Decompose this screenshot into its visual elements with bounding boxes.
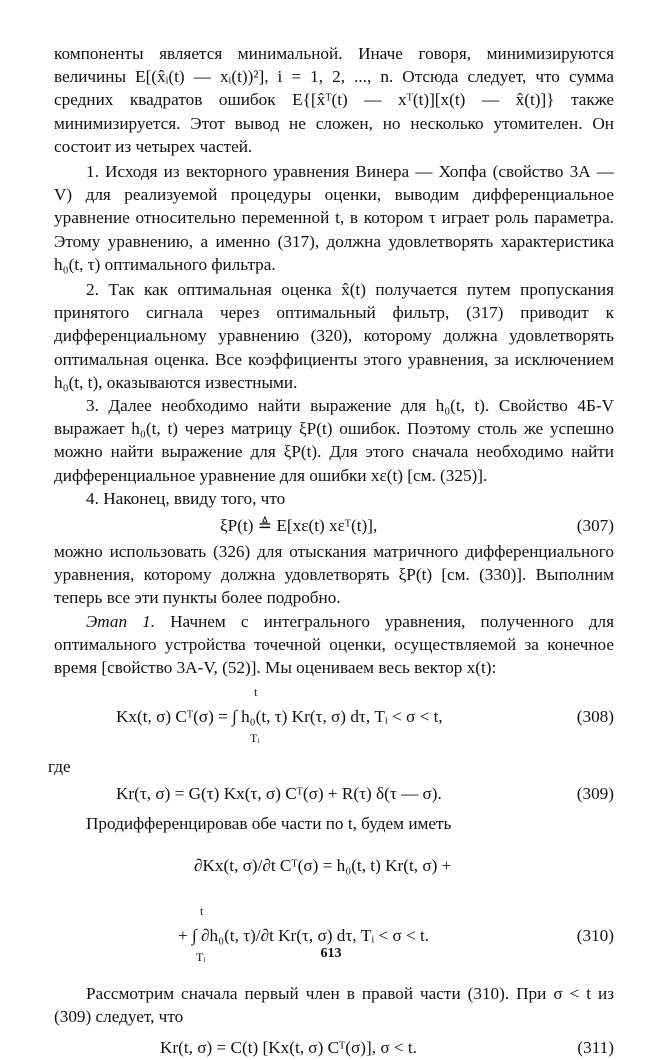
integral-lower-limit-310: Tᵢ: [196, 949, 206, 964]
equation-307-number: (307): [576, 516, 614, 536]
paragraph-step-1: 1. Исходя из векторного уравнения Винера — Хопфа (свойство 3А — V) для реализуемой процедуры оценки, выводим дифференциальное уравнение относительно переменной t, в котором τ играет роль параметра. Этому уравнению, а именно (317), должна удовлетворять характеристика h₀(t, τ) оптимального фильтра.: [54, 162, 614, 274]
equation-309: [54, 782, 614, 806]
equation-311: [54, 1036, 614, 1060]
integral-lower-limit: Tᵢ: [250, 731, 260, 746]
equation-309-body: Kr(τ, σ) = G(τ) Kx(τ, σ) Cᵀ(σ) + R(τ) δ(τ — σ).: [116, 784, 442, 804]
paragraph-intro: компоненты является минимальной. Иначе говоря, минимизируются величины E[(x̂ᵢ(t) — xᵢ(t))²], i = 1, 2, ..., n. Отсюда следует, что сумма средних квадратов ошибок E{[x̂ᵀ(t) — xᵀ(t)][x(t) — x̂(t)]} также минимизируется. Этот вывод не сложен, но несколько утомителен. Он состоит из четырех частей.: [54, 44, 614, 156]
page-number: 613: [320, 946, 342, 961]
paragraph-step-4: 4. Наконец, ввиду того, что: [86, 488, 286, 508]
paragraph-first-term: Рассмотрим сначала первый член в правой части (310). При σ < t из (309) следует, что: [54, 983, 614, 1026]
paragraph-step-2: 2. Так как оптимальная оценка x̂(t) получается путем пропускания принятого сигнала через оптимальный фильтр, (317) приводит к дифференциальному уравнению (320), которому должна удовлетворять оптимальная оценка. Все коэффициенты этого уравнения, за исключением h₀(t, t), оказываются известными.: [54, 280, 614, 392]
page-body: [48, 42, 614, 1060]
paragraph-stage-1: [54, 610, 614, 680]
equation-311-body: Kr(t, σ) = C(t) [Kx(t, σ) Cᵀ(σ)], σ < t.: [160, 1038, 417, 1058]
integral-upper-limit: t: [254, 685, 258, 700]
paragraph-after-307: можно использовать (326) для отыскания матричного дифференциального уравнения, которому должна удовлетворять ξP(t) [см. (330)]. Выполним теперь все эти пункты более подробно.: [54, 542, 614, 608]
stage-text: Начнем с интегрального уравнения, полученного для оптимального устройства точечной оценки, осуществляемой за конечное время [свойство 3А-V, (52)]. Мы оцениваем весь вектор x(t):: [54, 611, 614, 678]
equation-307-body: ξP(t) ≜ E[xε(t) xεᵀ(t)],: [220, 516, 378, 536]
equation-308-body: Kx(t, σ) Cᵀ(σ) = ∫ h₀(t, τ) Kr(τ, σ) dτ, Tᵢ < σ < t,: [116, 707, 443, 727]
stage-label: Этап 1.: [86, 611, 156, 631]
equation-310b-body: + ∫ ∂h₀(t, τ)/∂t Kr(τ, σ) dτ, Tᵢ < σ < t.: [178, 925, 430, 945]
equation-310-line-1: [54, 842, 614, 890]
equation-308-number: (308): [576, 707, 614, 727]
paragraph-where: где: [48, 757, 71, 777]
equation-309-number: (309): [576, 784, 614, 804]
equation-308: [54, 685, 614, 749]
equation-311-number: (311): [577, 1038, 614, 1058]
equation-310a-body: ∂Kx(t, σ)/∂t Cᵀ(σ) = h₀(t, t) Kr(t, σ) +: [194, 855, 452, 875]
paragraph-differentiate: Продифференцировав обе части по t, будем иметь: [86, 814, 452, 834]
paragraph-step-3: 3. Далее необходимо найти выражение для h₀(t, t). Свойство 4Б-V выражает h₀(t, t) через матрицу ξP(t) ошибок. Поэтому столь же успешно можно найти выражение для ξP(t). Для этого сначала необходимо найти дифференциальное уравнение для ошибки xε(t) [см. (325)].: [54, 396, 614, 485]
equation-307: [54, 514, 614, 538]
equation-310-number: (310): [576, 925, 614, 945]
integral-upper-limit-310: t: [200, 903, 204, 918]
